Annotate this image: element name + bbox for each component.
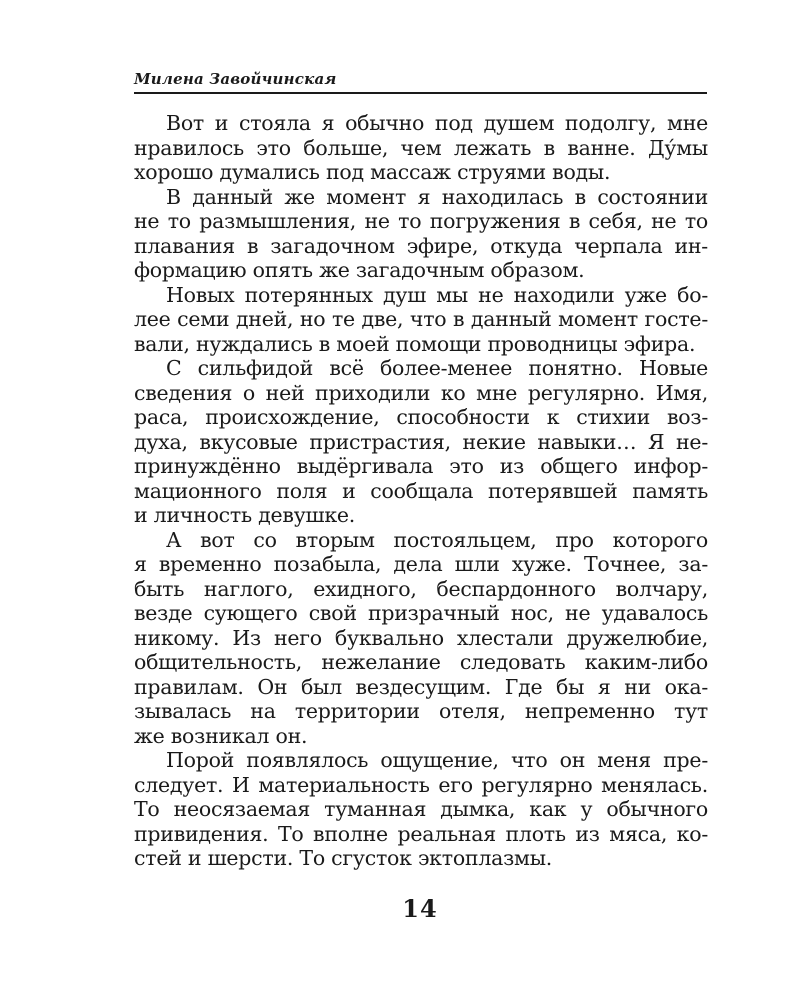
text-line: лее семи дней, но те две, что в данный момент госте- (134, 307, 708, 331)
paragraph (134, 111, 708, 185)
paragraph (134, 528, 708, 749)
page-number: 14 (402, 894, 438, 923)
text-line: В данный же момент я находилась в состоянии (166, 184, 708, 209)
text-line: общительность, нежелание следовать каким-либо (134, 650, 708, 674)
text-line: быть наглого, ехидного, беспардонного волчару, (134, 576, 708, 601)
body-text (134, 111, 708, 871)
text-line: нравилось это больше, чем лежать в ванне. Ду́мы (134, 135, 708, 160)
text-line: вали, нуждались в моей помощи проводницы эфира. (134, 331, 696, 356)
text-line: я временно позабыла, дела шли хуже. Точнее, за- (134, 552, 708, 576)
text-line: везде сующего свой призрачный нос, не удавалось (134, 601, 708, 625)
text-line: правилам. Он был вездесущим. Где бы я ни ока- (134, 674, 708, 699)
text-line: Порой появлялось ощущение, что он меня пре- (166, 748, 708, 772)
paragraph (134, 185, 708, 283)
text-line: же возникал он. (134, 723, 308, 748)
text-line: стей и шерсти. То сгусток эктоплазмы. (134, 846, 553, 870)
text-line: зывалась на территории отеля, непременно тут (134, 699, 708, 723)
text-line: следует. И материальность его регулярно менялась. (134, 772, 708, 797)
text-line: не то размышления, не то погружения в себя, не то (134, 209, 708, 233)
text-line: привидения. То вполне реальная плоть из мяса, ко- (134, 821, 708, 846)
text-line: раса, происхождение, способности к стихии воз- (134, 405, 708, 429)
paragraph (134, 356, 708, 528)
text-line: и личность девушке. (134, 503, 356, 527)
text-line: сведения о ней приходили ко мне регулярно. Имя, (134, 380, 708, 405)
text-line: А вот со вторым постояльцем, про которого (166, 527, 708, 552)
paragraph (134, 748, 708, 871)
running-head-author: Милена Завойчинская (134, 70, 337, 88)
text-line: духа, вкусовые пристрастия, некие навыки… Я не- (134, 429, 708, 454)
text-line: формацию опять же загадочным образом. (134, 258, 585, 282)
paragraph (134, 283, 708, 357)
header-rule (134, 92, 707, 94)
text-line: То неосязаемая туманная дымка, как у обычного (134, 797, 708, 821)
text-line: Новых потерянных душ мы не находили уже бо- (166, 282, 708, 307)
text-line: плавания в загадочном эфире, откуда черпала ин- (134, 233, 708, 258)
text-line: Вот и стояла я обычно под душем подолгу, мне (166, 111, 708, 135)
text-line: мационного поля и сообщала потерявшей память (134, 478, 708, 503)
text-line: хорошо думались под массаж струями воды. (134, 160, 611, 184)
text-line: никому. Из него буквально хлестали дружелюбие, (134, 625, 708, 650)
text-line: принуждённо выдёргивала это из общего инфор- (134, 454, 708, 478)
text-line: С сильфидой всё более-менее понятно. Новые (166, 356, 708, 380)
